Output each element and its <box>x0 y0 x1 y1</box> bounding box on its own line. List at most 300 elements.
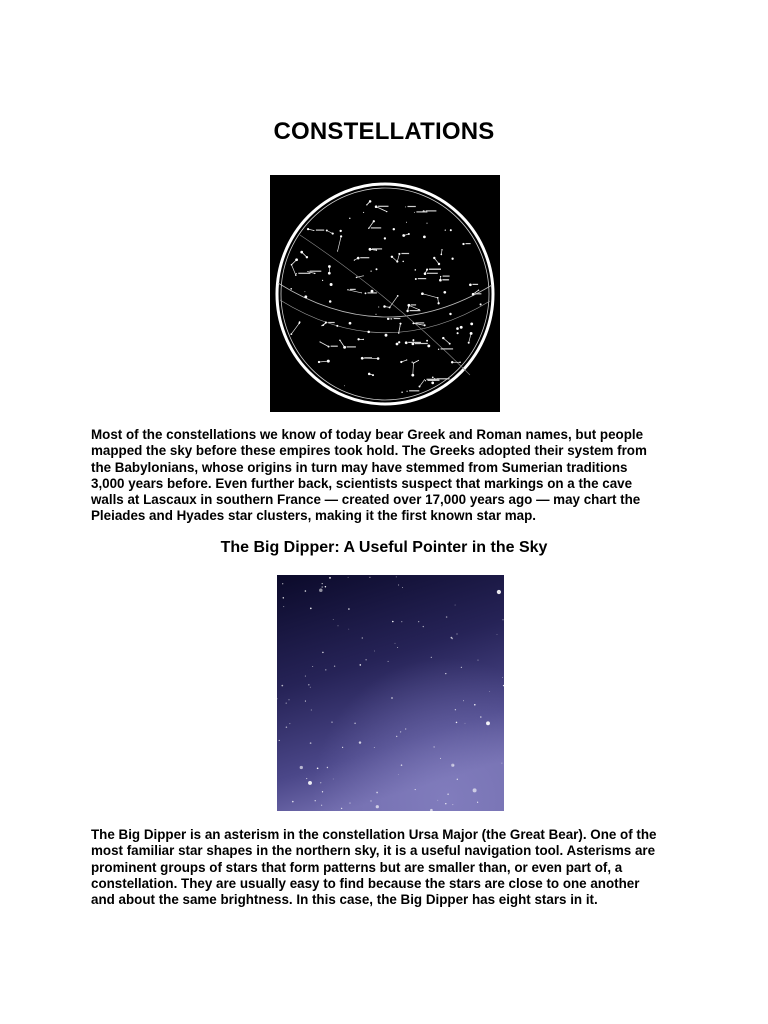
photo-star <box>451 764 454 767</box>
photo-star <box>456 722 458 724</box>
chart-star <box>366 204 367 205</box>
chart-star <box>402 261 404 263</box>
chart-star <box>472 293 475 296</box>
photo-star <box>333 619 334 620</box>
chart-star <box>406 391 407 392</box>
photo-star <box>281 685 283 687</box>
chart-star <box>426 269 428 271</box>
chart-star <box>344 385 345 386</box>
night-sky-photo <box>277 575 504 811</box>
chart-star <box>451 361 453 363</box>
chart-star <box>413 362 414 363</box>
photo-star <box>473 788 477 792</box>
chart-star <box>298 322 300 324</box>
chart-label-mark <box>429 269 441 270</box>
photo-star <box>310 687 311 688</box>
chart-label-mark <box>427 273 438 274</box>
chart-star <box>304 295 307 298</box>
photo-star <box>465 723 466 724</box>
photo-star <box>457 779 458 780</box>
photo-star <box>310 608 312 610</box>
photo-star <box>308 684 310 686</box>
chart-star <box>412 339 414 341</box>
chart-star <box>326 229 328 231</box>
chart-star <box>332 233 334 235</box>
paragraph-line: mapped the sky before these empires took hold. The Greeks adopted their system from <box>91 443 647 459</box>
chart-star <box>440 254 442 256</box>
photo-star <box>319 589 323 593</box>
photo-star <box>342 747 343 748</box>
photo-star <box>288 699 289 700</box>
chart-label-mark <box>410 310 421 311</box>
chart-star <box>445 229 446 230</box>
chart-star <box>398 332 399 333</box>
chart-star <box>349 218 350 219</box>
chart-star <box>397 295 399 297</box>
photo-star <box>348 629 349 630</box>
chart-star <box>369 200 372 203</box>
chart-star <box>396 261 398 263</box>
photo-star <box>322 652 324 654</box>
chart-star <box>384 237 386 239</box>
photo-star <box>338 625 339 626</box>
chart-star <box>325 321 327 323</box>
chart-star <box>426 223 427 224</box>
photo-star <box>415 789 416 790</box>
photo-star <box>325 586 326 587</box>
chart-star <box>440 276 441 277</box>
chart-label-mark <box>409 390 419 391</box>
photo-star <box>310 742 312 744</box>
chart-star <box>480 303 482 305</box>
chart-star <box>426 340 428 342</box>
photo-star <box>453 765 454 766</box>
photo-star <box>290 723 291 724</box>
photo-star <box>395 643 396 644</box>
chart-star <box>361 292 362 293</box>
chart-label-mark <box>360 257 369 258</box>
chart-star <box>401 392 402 393</box>
chart-star <box>418 360 419 361</box>
chart-star <box>469 283 472 286</box>
photo-star <box>457 634 458 635</box>
photo-star <box>446 616 448 618</box>
section-heading: The Big Dipper: A Useful Pointer in the Sky <box>220 539 548 556</box>
chart-star <box>437 302 439 304</box>
chart-label-mark <box>441 348 454 349</box>
photo-star <box>502 677 503 678</box>
chart-label-mark <box>408 206 416 207</box>
chart-star <box>356 277 358 279</box>
chart-star <box>375 205 378 208</box>
chart-star <box>370 270 371 271</box>
chart-label-mark <box>415 322 424 323</box>
chart-star <box>322 280 323 281</box>
chart-star <box>421 292 424 295</box>
chart-star <box>321 325 322 326</box>
chart-label-mark <box>466 243 471 244</box>
chart-star <box>437 297 439 299</box>
chart-star <box>415 278 417 280</box>
chart-star <box>387 318 389 320</box>
photo-star <box>455 605 456 606</box>
chart-star <box>328 272 331 275</box>
photo-star <box>388 661 389 662</box>
intro-paragraph <box>91 427 691 525</box>
photo-star <box>305 676 306 677</box>
photo-star <box>400 731 401 732</box>
chart-star <box>375 314 376 315</box>
photo-star <box>452 638 454 640</box>
chart-star <box>307 228 309 230</box>
chart-star <box>376 250 377 251</box>
chart-label-mark <box>368 292 377 293</box>
photo-star <box>321 586 323 588</box>
photo-star <box>401 764 403 766</box>
photo-star <box>463 700 464 701</box>
photo-star <box>477 802 478 803</box>
chart-label-mark <box>411 304 416 305</box>
photo-star <box>374 651 375 652</box>
chart-star <box>363 275 364 276</box>
paragraph-line: Pleiades and Hyades star clusters, making it the first known star map. <box>91 508 537 524</box>
chart-star <box>407 304 410 307</box>
chart-label-mark <box>415 343 420 344</box>
chart-star <box>357 338 359 340</box>
chart-label-mark <box>378 206 388 207</box>
chart-star <box>383 305 386 308</box>
paragraph-line: Most of the constellations we know of today bear Greek and Roman names, but people <box>91 427 644 442</box>
photo-star <box>305 701 306 702</box>
chart-label-mark <box>350 289 356 290</box>
chart-star <box>423 236 426 239</box>
photo-star <box>282 583 283 584</box>
photo-star <box>300 766 303 769</box>
photo-star <box>311 709 312 710</box>
photo-star <box>369 577 370 578</box>
chart-star <box>470 332 473 335</box>
photo-star <box>322 583 323 584</box>
chart-star <box>470 322 473 325</box>
chart-star <box>408 233 410 235</box>
chart-star <box>406 359 407 360</box>
chart-label-mark <box>401 253 409 254</box>
photo-star <box>286 727 287 728</box>
chart-star <box>371 290 374 293</box>
chart-star <box>433 257 435 259</box>
photo-star <box>359 741 361 743</box>
photo-star <box>461 667 462 668</box>
chart-star <box>378 306 379 307</box>
photo-star <box>455 709 456 710</box>
paragraph-line: constellation. They are usually easy to find because the stars are close to one another <box>91 875 640 891</box>
photo-star <box>397 647 398 648</box>
chart-star <box>295 274 297 276</box>
photo-star <box>374 747 375 748</box>
paragraph-line: The Big Dipper is an asterism in the constellation Ursa Major (the Great Bear). One of the <box>91 827 657 842</box>
photo-star <box>431 657 432 658</box>
chart-star <box>313 230 314 231</box>
photo-star <box>321 805 322 806</box>
photo-star <box>452 804 453 805</box>
photo-star <box>331 721 332 722</box>
chart-star <box>291 264 293 266</box>
chart-star <box>438 349 439 350</box>
photo-star <box>308 781 312 785</box>
chart-star <box>443 291 446 294</box>
chart-star <box>424 379 425 380</box>
chart-star <box>425 380 426 381</box>
photo-star <box>398 774 399 775</box>
chart-star <box>306 256 308 258</box>
photo-star <box>445 803 446 804</box>
chart-star <box>406 310 408 312</box>
chart-star <box>449 343 451 345</box>
chart-star <box>399 323 401 325</box>
chart-star <box>457 332 459 334</box>
chart-star <box>442 337 444 339</box>
chart-star <box>468 342 470 344</box>
chart-star <box>439 279 442 282</box>
chart-star <box>393 228 395 230</box>
photo-star <box>434 746 435 747</box>
chart-label-mark <box>408 342 421 343</box>
photo-star <box>396 736 397 737</box>
chart-star <box>389 306 391 308</box>
chart-label-mark <box>475 293 481 294</box>
chart-star <box>330 283 333 286</box>
chart-star <box>307 271 308 272</box>
paragraph-line: and about the same brightness. In this case, the Big Dipper has eight stars in it. <box>91 892 598 908</box>
chart-star <box>367 331 370 334</box>
chart-star <box>327 360 330 363</box>
photo-star <box>279 740 280 741</box>
chart-star <box>424 272 427 275</box>
chart-label-mark <box>472 284 478 285</box>
chart-star <box>424 324 426 326</box>
chart-star <box>319 341 320 342</box>
chart-star <box>372 374 374 376</box>
star-chart-image <box>270 175 500 412</box>
chart-star <box>363 212 364 213</box>
chart-star <box>398 253 400 255</box>
chart-star <box>419 386 421 388</box>
chart-star <box>391 318 392 319</box>
photo-star <box>365 659 366 660</box>
chart-label-mark <box>331 346 338 347</box>
chart-star <box>451 258 453 260</box>
chart-star <box>339 339 341 341</box>
chart-star <box>478 289 479 290</box>
chart-label-mark <box>328 322 335 323</box>
chart-label-mark <box>316 230 324 231</box>
chart-label-mark <box>347 346 356 347</box>
photo-star <box>376 805 379 808</box>
photo-star <box>317 767 319 769</box>
photo-star <box>362 637 363 638</box>
chart-star <box>368 373 371 376</box>
chart-label-mark <box>310 271 322 272</box>
photo-star <box>391 697 393 699</box>
chart-star <box>438 263 440 265</box>
chart-label-mark <box>426 210 437 211</box>
chart-star <box>386 211 387 212</box>
chart-star <box>441 249 442 250</box>
chart-star <box>329 300 332 303</box>
chart-star <box>414 212 415 213</box>
photo-star <box>354 722 356 724</box>
photo-star <box>478 660 479 661</box>
chart-star <box>337 251 338 252</box>
chart-star <box>290 288 292 290</box>
chart-star <box>460 326 463 329</box>
photo-star <box>283 597 284 598</box>
chart-star <box>349 322 352 325</box>
photo-star <box>305 590 307 592</box>
chart-label-mark <box>443 276 450 277</box>
paragraph-line: walls at Lascaux in southern France — created over 17,000 years ago — may chart the <box>91 492 641 508</box>
chart-star <box>398 341 400 343</box>
chart-star <box>361 357 364 360</box>
chart-star <box>369 248 372 251</box>
photo-star <box>320 782 321 783</box>
chart-label-mark <box>427 379 440 380</box>
chart-star <box>318 361 320 363</box>
photo-star <box>341 808 342 809</box>
photo-star <box>312 666 313 667</box>
chart-star <box>328 346 330 348</box>
star-chart-svg <box>270 175 500 412</box>
chart-star <box>347 289 348 290</box>
photo-star <box>348 608 350 610</box>
chart-label-mark <box>372 248 382 249</box>
photo-star <box>359 664 361 666</box>
chart-star <box>406 222 407 223</box>
photo-star <box>474 704 476 706</box>
chart-label-mark <box>371 227 381 228</box>
chart-star <box>336 325 338 327</box>
chart-label-mark <box>418 278 426 279</box>
chart-label-mark <box>394 318 401 319</box>
chart-star <box>402 234 405 237</box>
chart-star <box>405 341 408 344</box>
chart-star <box>462 243 464 245</box>
chart-label-mark <box>364 357 372 358</box>
photo-star <box>286 703 287 704</box>
photo-star <box>440 758 441 759</box>
photo-star <box>418 621 419 622</box>
photo-star <box>401 621 402 622</box>
chart-star <box>368 228 369 229</box>
photo-star <box>480 716 482 718</box>
chart-star <box>432 376 434 378</box>
chart-star <box>365 292 367 294</box>
chart-star <box>354 259 355 260</box>
chart-star <box>400 361 402 363</box>
chart-star <box>385 334 388 337</box>
photo-star <box>348 577 349 578</box>
photo-star <box>497 634 498 635</box>
photo-star <box>402 587 403 588</box>
page-title: CONSTELLATIONS <box>273 118 495 145</box>
chart-star <box>322 324 324 326</box>
chart-star <box>300 251 303 254</box>
chart-star <box>357 257 360 260</box>
photo-star <box>405 728 406 729</box>
photo-star <box>325 669 326 670</box>
chart-star <box>343 346 346 349</box>
photo-star <box>501 763 502 764</box>
paragraph-line: the Babylonians, whose origins in turn may have stemmed from Sumerian traditions <box>91 459 628 475</box>
photo-star <box>437 800 438 801</box>
photo-star <box>376 792 378 794</box>
chart-star <box>377 357 380 360</box>
chart-star <box>340 235 342 237</box>
photo-star <box>489 691 490 692</box>
chart-label-mark <box>298 273 310 274</box>
photo-star <box>334 666 335 667</box>
photo-star <box>392 621 394 623</box>
chart-star <box>373 220 375 222</box>
chart-star <box>405 206 406 207</box>
photo-star <box>445 673 446 674</box>
photo-star <box>398 584 399 585</box>
photo-star <box>322 791 323 792</box>
chart-star <box>450 229 452 231</box>
night-sky-svg <box>277 575 504 811</box>
chart-star <box>340 230 342 232</box>
chart-star <box>396 343 399 346</box>
chart-star <box>427 344 430 347</box>
chart-label-mark <box>442 279 448 280</box>
chart-star <box>431 382 434 385</box>
photo-star <box>486 721 490 725</box>
photo-star <box>315 800 316 801</box>
chart-star <box>412 362 413 363</box>
chart-star <box>415 269 417 271</box>
paragraph-line: prominent groups of stars that form patterns but are smaller than, or even part of, a <box>91 859 623 875</box>
chart-star <box>295 258 298 261</box>
chart-star <box>456 327 459 330</box>
chart-star <box>376 268 378 270</box>
paragraph-line: 3,000 years before. Even further back, scientists suspect that markings on a the cave <box>91 475 633 491</box>
photo-star <box>396 576 397 577</box>
chart-star <box>305 291 306 292</box>
photo-star <box>306 778 307 779</box>
photo-star <box>333 779 334 780</box>
photo-star <box>283 606 284 607</box>
photo-star <box>327 767 328 768</box>
chart-star <box>328 265 331 268</box>
chart-star <box>391 256 393 258</box>
chart-star <box>314 273 315 274</box>
chart-star <box>412 322 414 324</box>
photo-star <box>370 800 371 801</box>
photo-star <box>292 801 294 803</box>
chart-star <box>459 362 461 364</box>
photo-star <box>423 626 424 627</box>
photo-star <box>497 590 501 594</box>
big-dipper-paragraph <box>91 827 691 908</box>
photo-star <box>447 793 449 795</box>
chart-star <box>363 339 364 340</box>
chart-star <box>296 273 297 274</box>
photo-star <box>502 619 503 620</box>
chart-star <box>290 333 292 335</box>
paragraph-line: most familiar star shapes in the northern sky, it is a useful navigation tool. Asterisms are <box>91 843 656 859</box>
chart-star <box>411 374 414 377</box>
chart-star <box>449 313 451 315</box>
